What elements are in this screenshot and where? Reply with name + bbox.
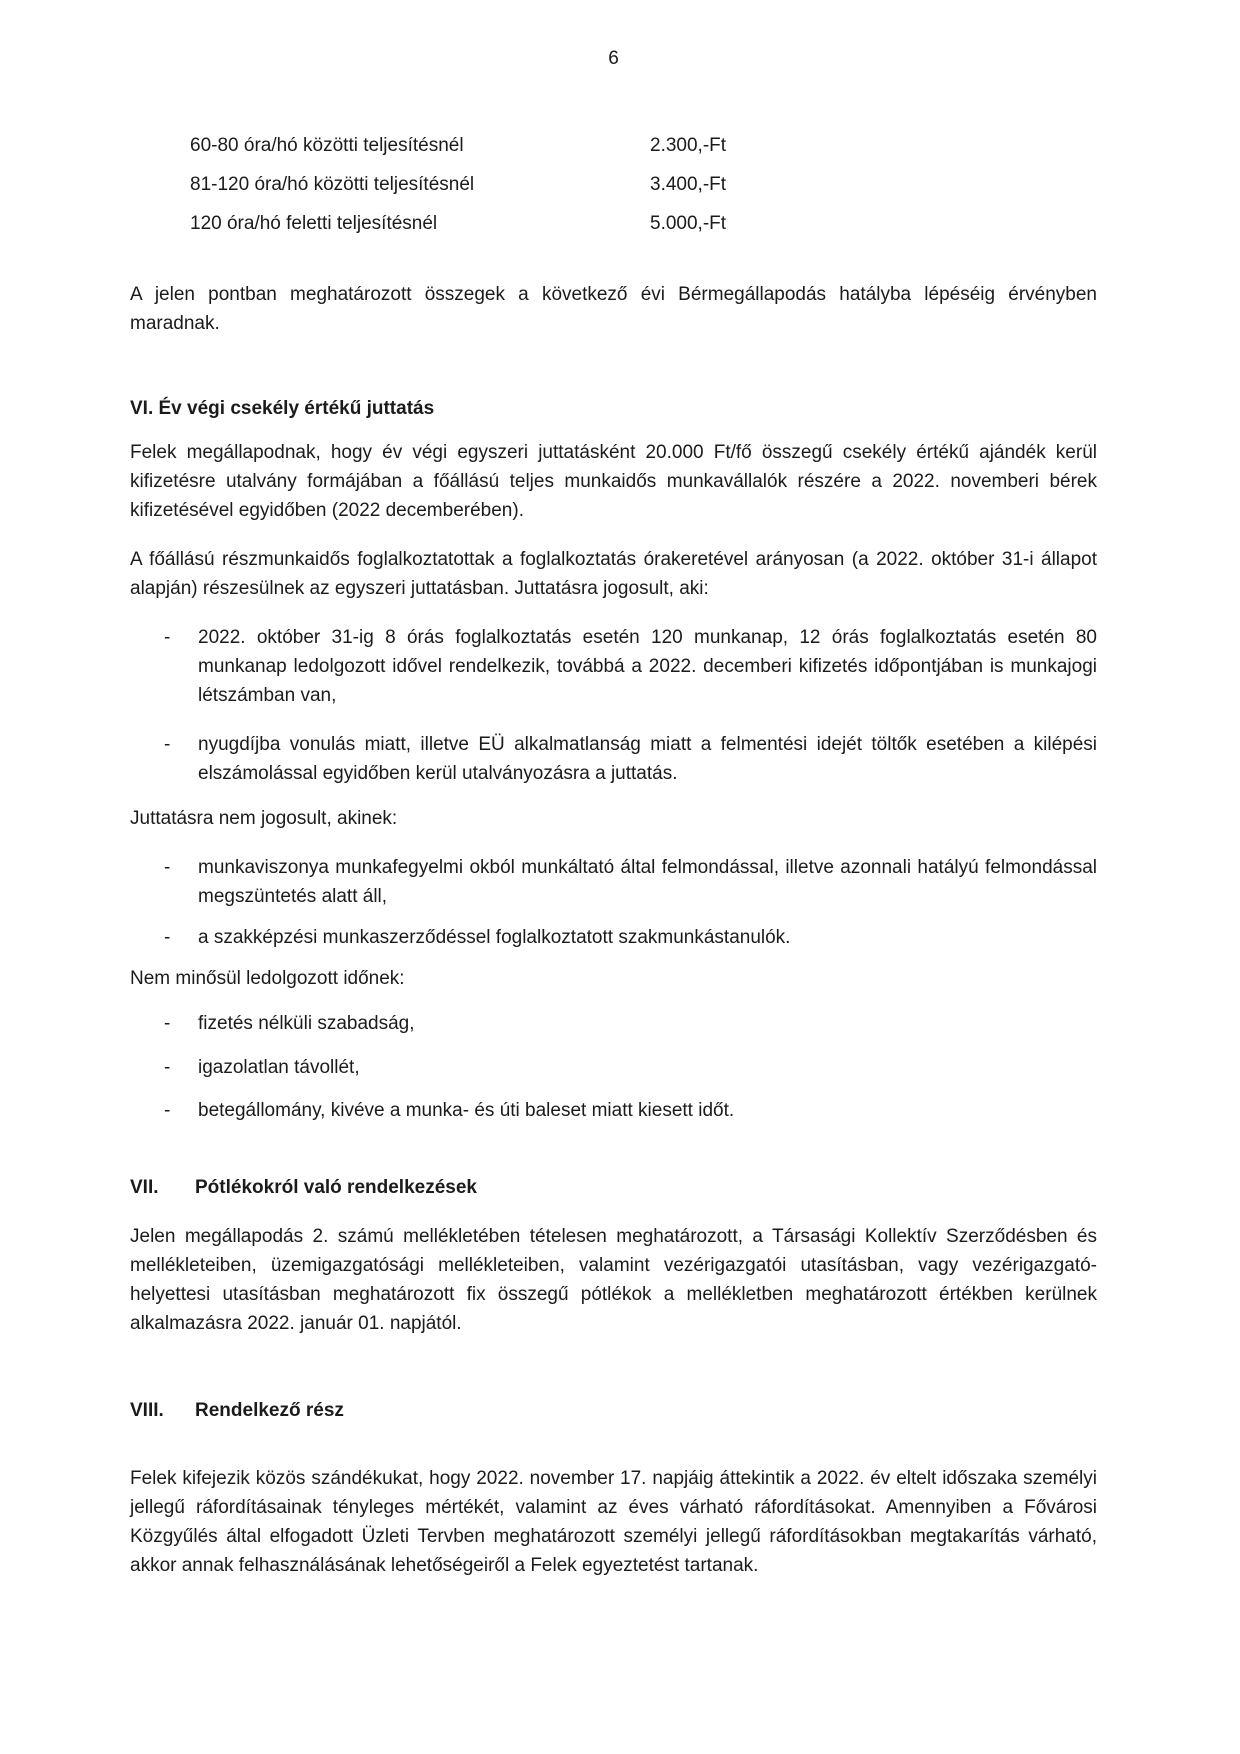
section-vii-heading <box>130 1173 1097 1203</box>
section-number: VIII. <box>130 1400 164 1421</box>
page-number: 6 <box>608 48 619 69</box>
bullet-dash: - <box>164 1100 171 1121</box>
list-item <box>130 1009 1097 1038</box>
list-item <box>130 923 1097 952</box>
rate-label: 81-120 óra/hó közötti teljesítésnél <box>190 174 475 195</box>
list-item-text: fizetés nélküli szabadság, <box>198 1013 415 1034</box>
section-viii-paragraph: Felek kifejezik közös szándékukat, hogy 2022. november 17. napjáig áttekintik a 2022. év eltelt időszaka személyi jellegű ráfordításainak tényleges mértékét, valamint az éves várható ráfordításokat. Amennyiben a Fővárosi Közgyűlés által elfogadott Üzleti Tervben meghatározott személyi jellegű ráfordításokban megtakarítás várható, akkor annak felhasználásának lehetőségeiről a Felek egyeztetést tartanak. <box>130 1468 1097 1576</box>
list-item <box>130 1096 1097 1125</box>
bullet-dash: - <box>164 1013 171 1034</box>
bullet-dash: - <box>164 927 171 948</box>
rate-label: 120 óra/hó feletti teljesítésnél <box>190 213 438 234</box>
table-row <box>130 131 1097 160</box>
section-number: VII. <box>130 1177 159 1198</box>
list-item <box>130 623 1097 710</box>
section-viii-heading <box>130 1396 1097 1426</box>
list-item-text: nyugdíjba vonulás miatt, illetve EÜ alkalmatlanság miatt a felmentési idejét töltők esetében a kilépési elszámolással egyidőben kerül utalványozásra a juttatás. <box>198 734 1097 784</box>
hourly-rates-table <box>130 131 1097 238</box>
not-worked-intro: Nem minősül ledolgozott időnek: <box>130 968 405 989</box>
section-vi-heading: VI. Év végi csekély értékű juttatás <box>130 398 435 419</box>
document-content <box>130 44 1097 1580</box>
table-row <box>130 170 1097 199</box>
list-item-text: a szakképzési munkaszerződéssel foglalkoztatott szakmunkástanulók. <box>198 927 791 948</box>
list-item-text: 2022. október 31-ig 8 órás foglalkoztatás esetén 120 munkanap, 12 órás foglalkoztatás esetén 80 munkanap ledolgozott idővel rendelkezik, továbbá a 2022. decemberi kifizetés időpontjában is munkajogi létszámban van, <box>198 627 1097 706</box>
bullet-dash: - <box>164 627 171 648</box>
bullet-dash: - <box>164 734 171 755</box>
rate-value: 2.300,-Ft <box>650 135 727 156</box>
section-vii-paragraph: Jelen megállapodás 2. számú mellékletében tételesen meghatározott, a Társasági Kollektív Szerződésben és mellékleteiben, üzemigazgatósági mellékleteiben, valamint vezérigazgatói utasításban, vagy vezérigazgató-helyettesi utasításban meghatározott fix összegű pótlékok a mellékletben meghatározott értékben kerülnek alkalmazásra 2022. január 01. napjától. <box>130 1226 1097 1334</box>
section-vi-paragraph-1: Felek megállapodnak, hogy év végi egyszeri juttatásként 20.000 Ft/fő összegű csekély értékű ajándék kerül kifizetésre utalvány formájában a főállású teljes munkaidős munkavállalók részére a 2022. novemberi bérek kifizetésével egyidőben (2022 decemberében). <box>130 442 1097 521</box>
section-title: Rendelkező rész <box>195 1400 344 1421</box>
bullet-dash: - <box>164 1057 171 1078</box>
bullet-dash: - <box>164 857 171 878</box>
list-item-text: betegállomány, kivéve a munka- és úti baleset miatt kiesett időt. <box>198 1100 735 1121</box>
section-vi-paragraph-2: A főállású részmunkaidős foglalkoztatottak a foglalkoztatás órakeretével arányosan (a 2022. október 31-i állapot alapján) részesülnek az egyszeri juttatásban. Juttatásra jogosult, aki: <box>130 549 1097 599</box>
list-item <box>130 1053 1097 1082</box>
list-item <box>130 730 1097 788</box>
list-item-text: igazolatlan távollét, <box>198 1057 360 1078</box>
section-title: Pótlékokról való rendelkezések <box>195 1177 477 1198</box>
rate-value: 5.000,-Ft <box>650 213 727 234</box>
rate-value: 3.400,-Ft <box>650 174 727 195</box>
rate-label: 60-80 óra/hó közötti teljesítésnél <box>190 135 464 156</box>
intro-paragraph: A jelen pontban meghatározott összegek a következő évi Bérmegállapodás hatályba lépéséig érvényben maradnak. <box>130 284 1097 334</box>
list-item <box>130 853 1097 911</box>
not-eligible-intro: Juttatásra nem jogosult, akinek: <box>130 808 398 829</box>
table-row <box>130 209 1097 238</box>
list-item-text: munkaviszonya munkafegyelmi okból munkáltató által felmondással, illetve azonnali hatályú felmondással megszüntetés alatt áll, <box>198 857 1097 907</box>
